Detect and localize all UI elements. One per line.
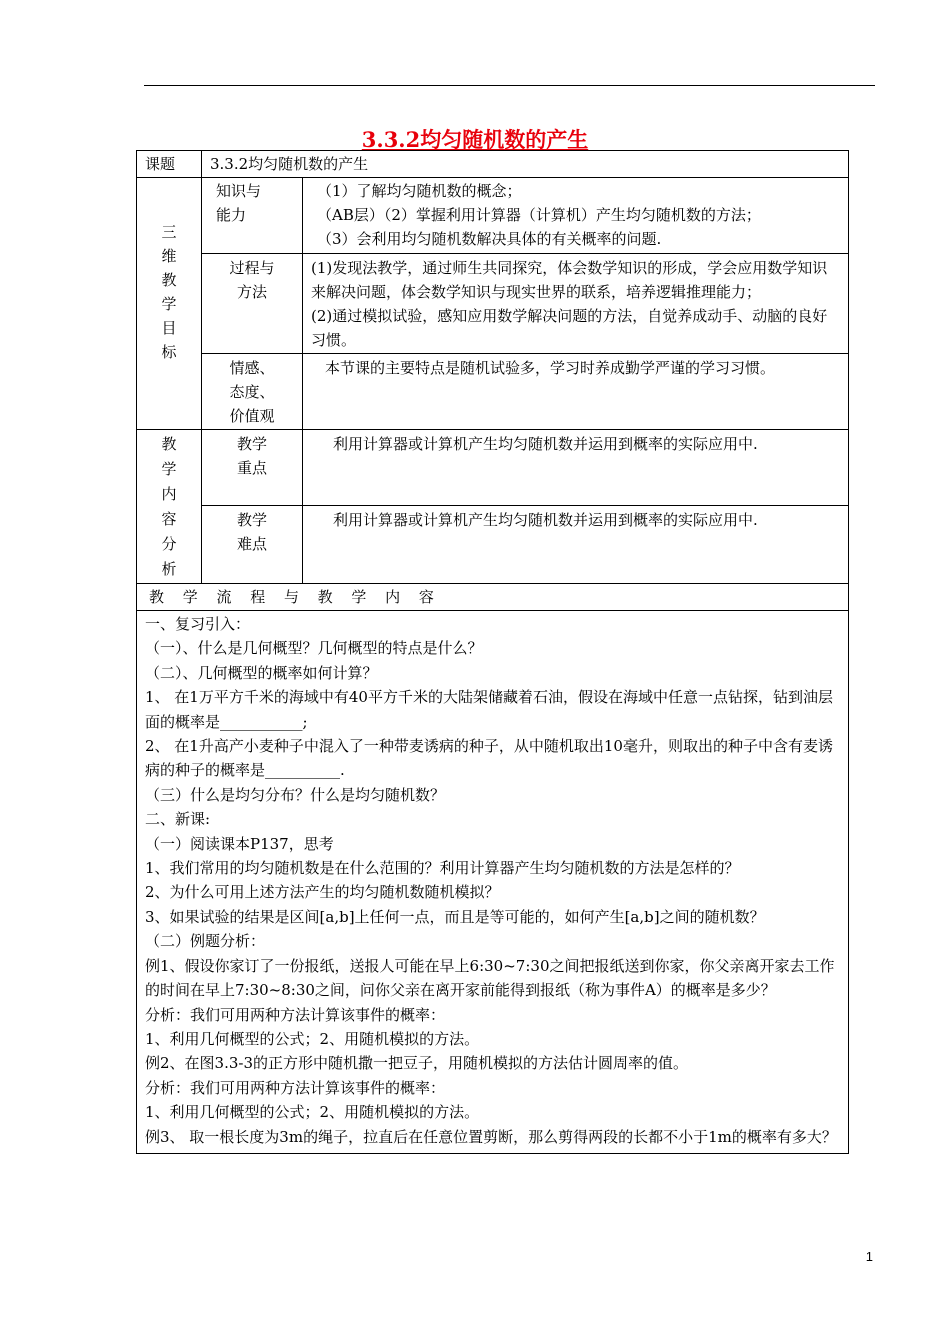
process-label: 过程与 方法 — [202, 254, 303, 354]
process-content: (1)发现法教学，通过师生共同探究，体会数学知识的形成，学会应用数学知识来解决问题，体会数学知识与现实世界的联系，培养逻辑推理能力； (2)通过模拟试验，感知应用数学解决问题的方法，自觉养成动手、动脑的良好习惯。 — [303, 254, 849, 354]
content-line: 1、利用几何概型的公式；2、用随机模拟的方法。 — [145, 1029, 480, 1048]
difficult-point-content: 利用计算器或计算机产生均匀随机数并运用到概率的实际应用中. — [303, 506, 849, 584]
topic-label: 课题 — [137, 151, 202, 178]
content-line: 分析：我们可用两种方法计算该事件的概率： — [145, 1078, 446, 1097]
content-line: 例3、 取一根长度为3m的绳子，拉直后在任意位置剪断，那么剪得两段的长都不小于1m的概率有多大？ — [145, 1127, 837, 1146]
key-point-content: 利用计算器或计算机产生均匀随机数并运用到概率的实际应用中. — [303, 430, 849, 506]
flow-header: 教 学 流 程 与 教 学 内 容 — [137, 584, 849, 611]
topic-value: 3.3.2均匀随机数的产生 — [202, 151, 849, 178]
content-line: 1、 在1万平方千米的海域中有40平方千米的大陆架储藏着石油，假设在海域中任意一点钻探，钻到油层面的概率是___________; — [145, 688, 833, 731]
content-line: 一、复习引入： — [145, 615, 251, 633]
content-line: 二、新课: — [145, 810, 211, 829]
page-number: 1 — [865, 1249, 873, 1264]
content-line: 例2、在图3.3-3的正方形中随机撒一把豆子，用随机模拟的方法估计圆周率的值。 — [145, 1054, 689, 1073]
flow-header-row — [137, 584, 849, 611]
content-row — [137, 611, 849, 1154]
topic-row — [137, 151, 849, 178]
content-line: 1、我们常用的均匀随机数是在什么范围的？利用计算器产生均匀随机数的方法是怎样的？ — [145, 859, 740, 878]
analysis-label: 教 学 内 容 分 析 — [137, 430, 202, 584]
difficult-point-row — [137, 506, 849, 584]
goals-label: 三 维 教 学 目 标 — [137, 178, 202, 430]
document-title: 3.3.2均匀随机数的产生 — [361, 127, 589, 152]
emotion-label: 情感、 态度、 价值观 — [202, 354, 303, 430]
emotion-content: 本节课的主要特点是随机试验多，学习时养成勤学严谨的学习习惯。 — [303, 354, 849, 430]
content-line: （二）例题分析： — [145, 932, 266, 951]
content-line: 1、利用几何概型的公式；2、用随机模拟的方法。 — [145, 1103, 480, 1122]
lesson-content — [137, 611, 849, 1154]
lesson-plan-table — [136, 150, 849, 1154]
content-line: （二）、几何概型的概率如何计算？ — [145, 663, 378, 682]
content-line: （一）、什么是几何概型？几何概型的特点是什么？ — [145, 639, 483, 658]
knowledge-row — [137, 178, 849, 254]
difficult-point-label: 教学 难点 — [202, 506, 303, 584]
content-line: 分析：我们可用两种方法计算该事件的概率： — [145, 1005, 446, 1024]
knowledge-label: 知识与 能力 — [202, 178, 303, 254]
emotion-row — [137, 354, 849, 430]
content-line: 3、如果试验的结果是区间[a,b]上任何一点，而且是等可能的，如何产生[a,b]之间的随机数？ — [145, 907, 765, 926]
key-point-row — [137, 430, 849, 506]
key-point-label: 教学 重点 — [202, 430, 303, 506]
content-line: 例1、假设你家订了一份报纸，送报人可能在早上6:30~7:30之间把报纸送到你家，你父亲离开家去工作的时间在早上7:30~8:30之间，问你父亲在离开家前能得到报纸（称为事件A）的概率是多少？ — [145, 956, 835, 1000]
knowledge-content: （1）了解均匀随机数的概念； （AB层）（2）掌握利用计算器（计算机）产生均匀随机数的方法； （3）会利用均匀随机数解决具体的有关概率的问题. — [303, 178, 849, 254]
header-rule — [144, 85, 875, 86]
content-line: 2、为什么可用上述方法产生的均匀随机数随机模拟？ — [145, 883, 500, 902]
content-line: （一）阅读课本P137，思考 — [145, 834, 334, 853]
process-row — [137, 254, 849, 354]
content-line: 2、 在1升高产小麦种子中混入了一种带麦诱病的种子，从中随机取出10毫升，则取出的种子中含有麦诱病的种子的概率是__________. — [145, 737, 833, 780]
content-line: （三）什么是均匀分布？什么是均匀随机数？ — [145, 785, 446, 804]
